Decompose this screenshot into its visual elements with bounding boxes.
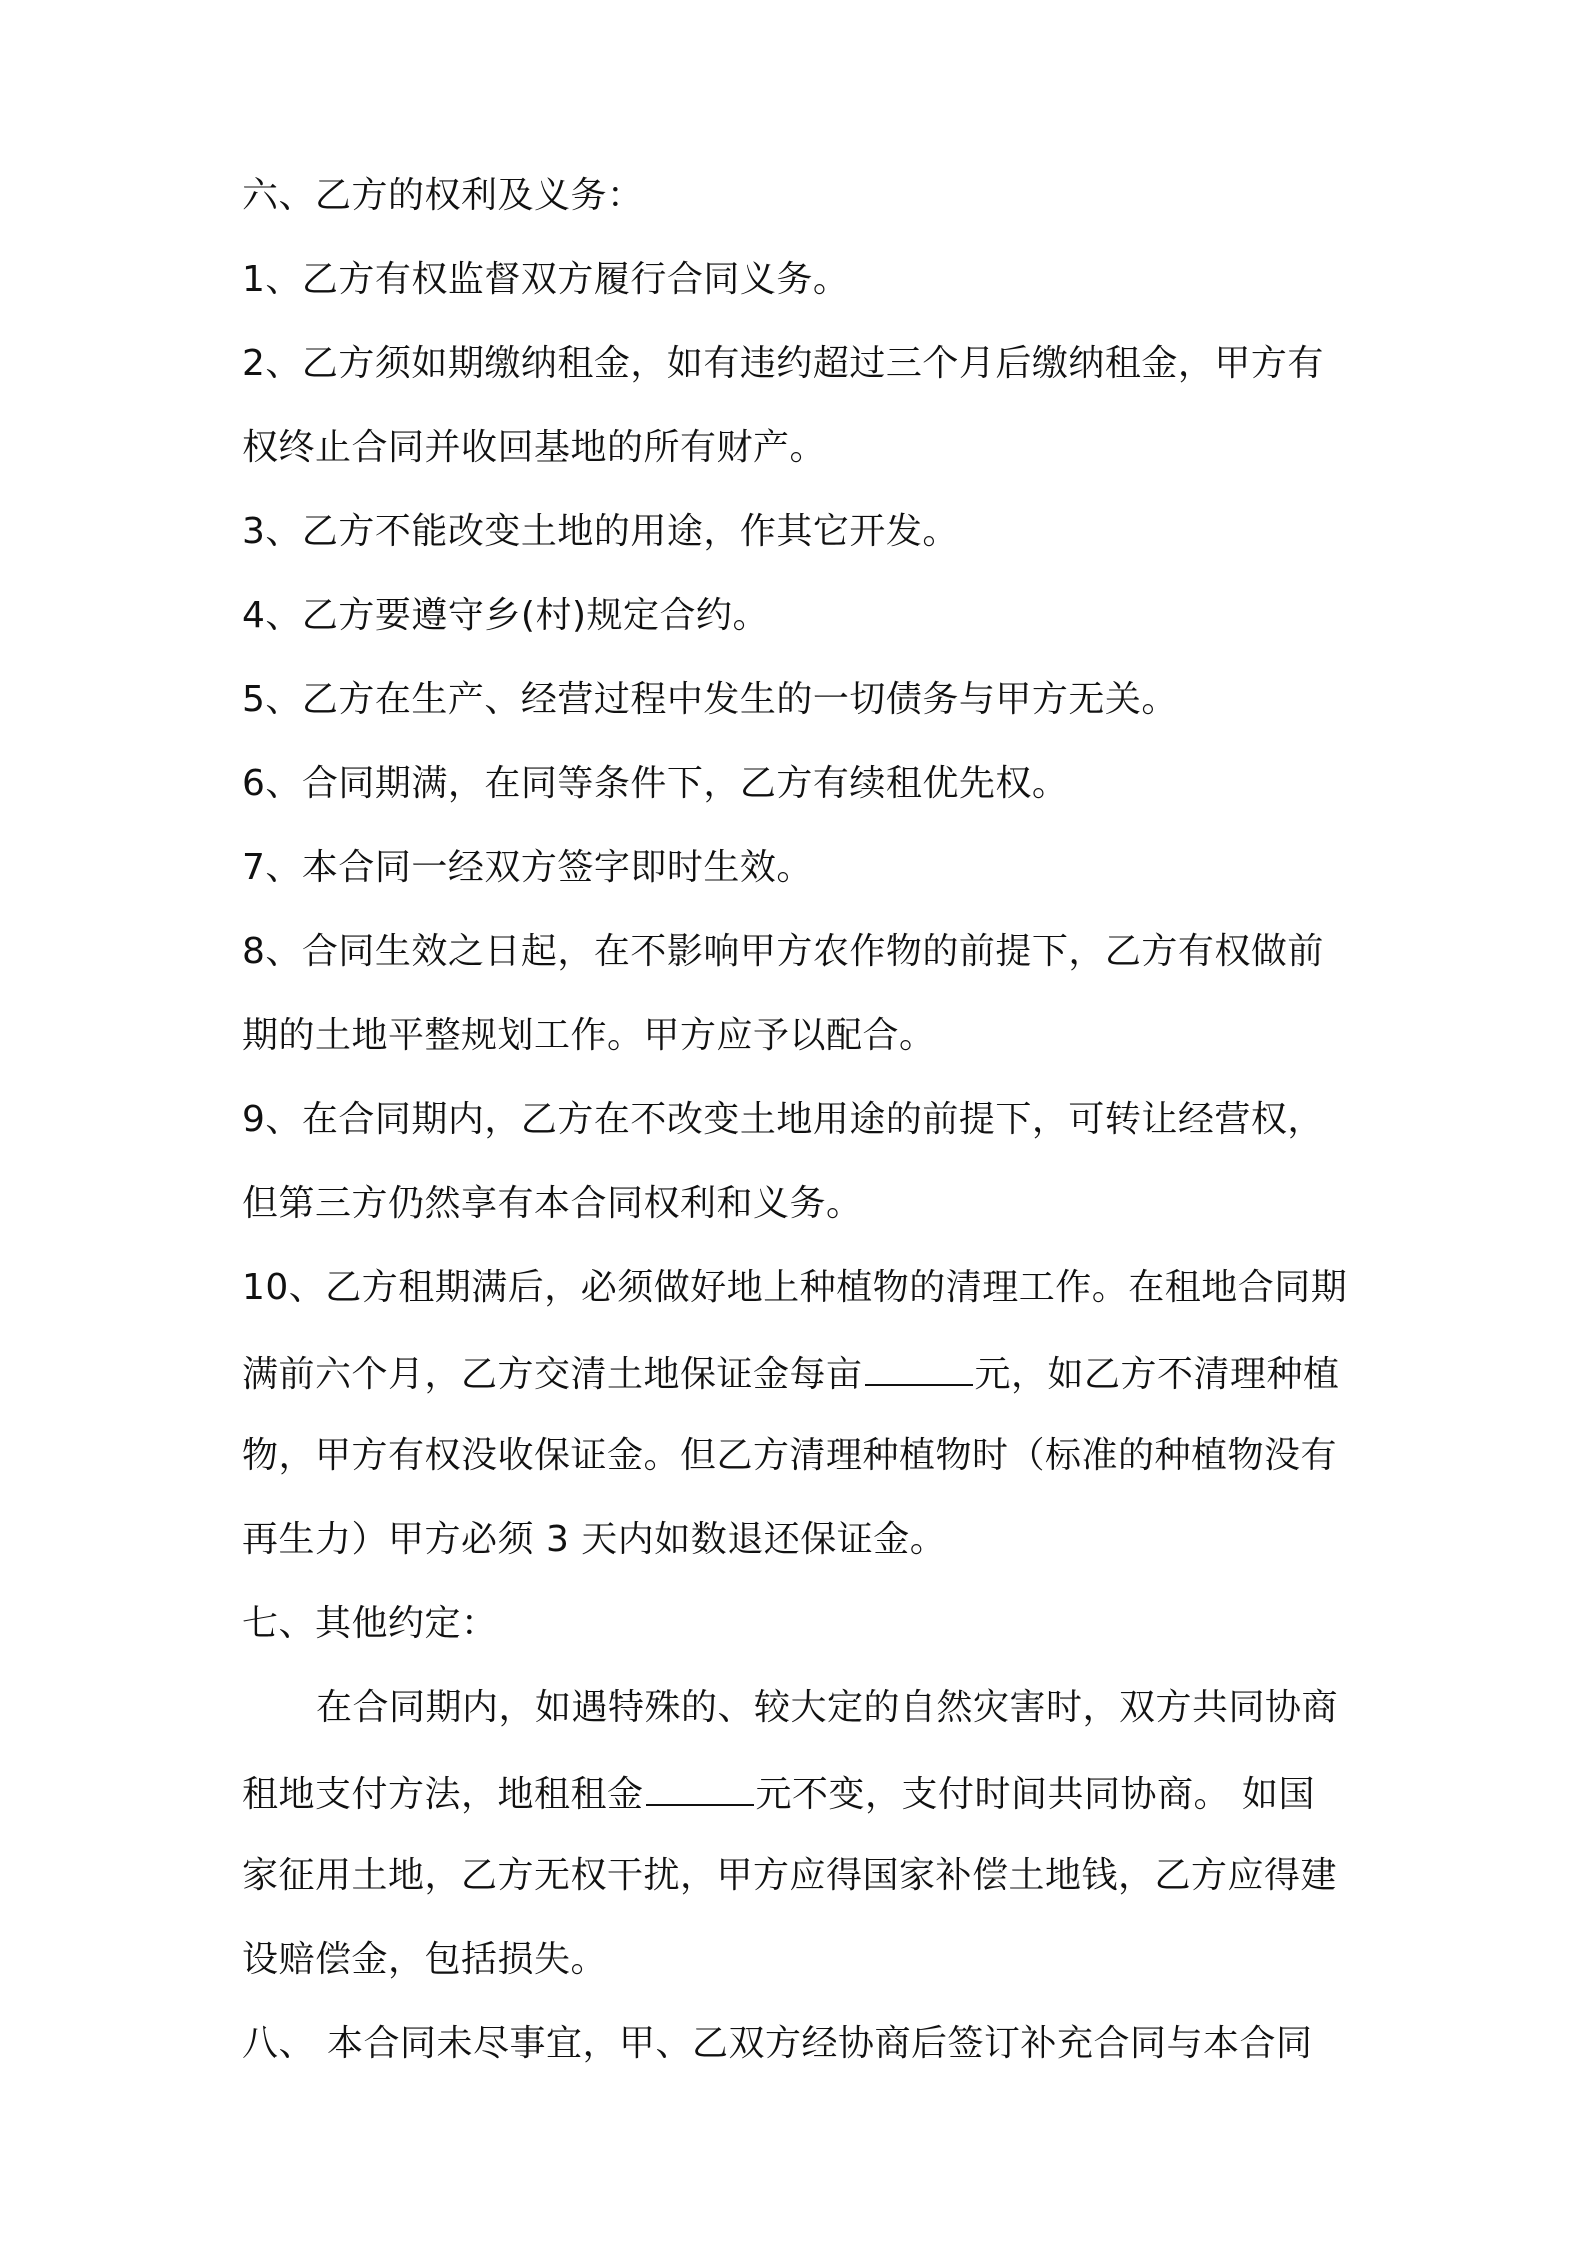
- other-terms-line-1: 在合同期内，如遇特殊的、较大定的自然灾害时，双方共同协商: [316, 1687, 1339, 1728]
- other-terms-line-2: [242, 1770, 1315, 1814]
- clause-10-line-4: 再生力）甲方必须 3 天内如数退还保证金。: [242, 1519, 947, 1560]
- clause-2-line-2: 权终止合同并收回基地的所有财产。: [242, 427, 827, 468]
- clause-5: 5、乙方在生产、经营过程中发生的一切债务与甲方无关。: [242, 679, 1178, 720]
- section-heading-six: 六、乙方的权利及义务：: [242, 175, 644, 216]
- clause-8-line-1: 8、合同生效之日起，在不影响甲方农作物的前提下，乙方有权做前: [242, 931, 1324, 972]
- clause-2-line-1: 2、乙方须如期缴纳租金，如有违约超过三个月后缴纳租金，甲方有: [242, 343, 1324, 384]
- section-heading-seven: 七、其他约定：: [242, 1603, 498, 1644]
- clause-8-line-2: 期的土地平整规划工作。甲方应予以配合。: [242, 1015, 936, 1056]
- clause-10-line-1: 10、乙方租期满后，必须做好地上种植物的清理工作。在租地合同期: [242, 1267, 1348, 1308]
- clause-9-line-1: 9、在合同期内，乙方在不改变土地用途的前提下，可转让经营权，: [242, 1099, 1324, 1140]
- clause-3: 3、乙方不能改变土地的用途，作其它开发。: [242, 511, 959, 552]
- other-terms-text-before-blank: 租地支付方法，地租租金: [242, 1774, 644, 1815]
- clause-10-line-3: 物，甲方有权没收保证金。但乙方清理种植物时（标准的种植物没有: [242, 1435, 1338, 1476]
- other-terms-text-after-blank: 元不变，支付时间共同协商。 如国: [755, 1774, 1315, 1815]
- clause-9-line-2: 但第三方仍然享有本合同权利和义务。: [242, 1183, 863, 1224]
- other-terms-line-4: 设赔偿金，包括损失。: [242, 1939, 608, 1980]
- other-terms-line-3: 家征用土地，乙方无权干扰，甲方应得国家补偿土地钱，乙方应得建: [242, 1855, 1338, 1896]
- clause-6: 6、合同期满，在同等条件下，乙方有续租优先权。: [242, 763, 1069, 804]
- clause-10-line-2: [242, 1350, 1340, 1394]
- deposit-per-mu-blank: [865, 1350, 973, 1386]
- clause-10-text-after-blank: 元，如乙方不清理种植: [974, 1354, 1340, 1395]
- clause-7: 7、本合同一经双方签字即时生效。: [242, 847, 813, 888]
- clause-10-text-before-blank: 满前六个月，乙方交清土地保证金每亩: [242, 1354, 863, 1395]
- rent-amount-blank: [646, 1770, 754, 1806]
- section-heading-eight: 八、 本合同未尽事宜，甲、乙双方经协商后签订补充合同与本合同: [242, 2023, 1313, 2064]
- clause-1: 1、乙方有权监督双方履行合同义务。: [242, 259, 850, 300]
- clause-4: 4、乙方要遵守乡(村)规定合约。: [242, 595, 769, 636]
